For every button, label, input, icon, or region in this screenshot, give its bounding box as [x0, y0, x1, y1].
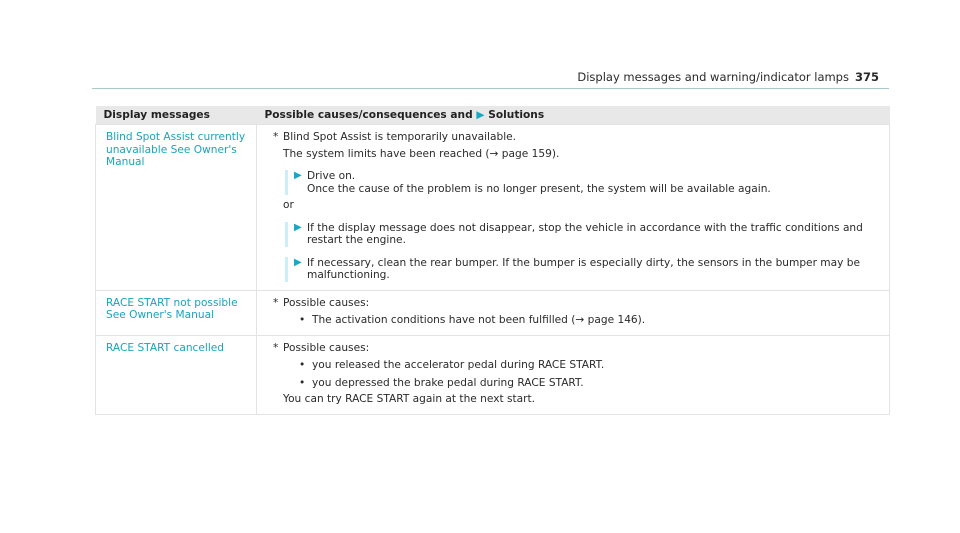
table-row	[96, 290, 890, 335]
play-arrow-icon: ▶	[294, 256, 302, 268]
or-text: or	[283, 199, 294, 211]
step-text: If the display message does not disappear, stop the vehicle in accordance with the traffic conditions and restart the engine.	[307, 221, 863, 246]
cause-bullet	[299, 359, 879, 372]
table-header-row	[96, 106, 890, 125]
step-text: Drive on.	[307, 170, 356, 182]
asterisk-icon: *	[273, 296, 279, 309]
solution-step	[285, 170, 879, 195]
step-text: If necessary, clean the rear bumper. If the bumper is especially dirty, the sensors in the bumper may be malfunctioning.	[307, 256, 860, 281]
asterisk-icon: *	[273, 341, 279, 354]
causes-cell	[257, 290, 890, 335]
bullet-icon: •	[299, 314, 306, 326]
cause-bullet	[299, 377, 879, 390]
play-arrow-icon: ▶	[294, 170, 302, 181]
display-message: Blind Spot Assist currently unavailable See Owner's Manual	[96, 125, 257, 291]
col-header-causes-solutions	[257, 106, 890, 125]
solution-step	[285, 222, 879, 247]
cause-text: Possible causes:	[283, 341, 370, 354]
cause-bullet	[299, 314, 879, 327]
bullet-text: you depressed the brake pedal during RACE START.	[312, 376, 584, 389]
page-number: 375	[854, 70, 879, 84]
cause-text: Blind Spot Assist is temporarily unavailable.	[283, 131, 517, 143]
display-message: RACE START cancelled	[96, 335, 257, 414]
col-header-solutions: Solutions	[488, 108, 545, 121]
display-messages-table	[95, 106, 890, 415]
step-text-detail: Once the cause of the problem is no longer present, the system will be available again.	[307, 182, 771, 195]
play-arrow-icon: ▶	[294, 221, 302, 233]
page-header	[92, 70, 889, 89]
step-bar	[285, 222, 288, 247]
step-bar	[285, 257, 288, 282]
step-bar	[285, 170, 288, 195]
table-row	[96, 335, 890, 414]
bullet-text: The activation conditions have not been fulfilled (→ page 146).	[312, 314, 646, 326]
running-header	[577, 70, 879, 84]
cause-line	[267, 342, 879, 355]
display-message: RACE START not possible See Owner's Manual	[96, 290, 257, 335]
solution-step	[285, 257, 879, 282]
col-header-text: Possible causes/consequences and	[264, 108, 473, 121]
cause-line	[267, 131, 879, 144]
causes-cell	[257, 335, 890, 414]
bullet-icon: •	[299, 359, 306, 371]
play-arrow-icon: ▶	[476, 108, 485, 121]
cause-text: Possible causes:	[283, 296, 370, 309]
bullet-icon: •	[299, 376, 306, 389]
table-row	[96, 125, 890, 291]
section-title: Display messages and warning/indicator lamps	[577, 70, 849, 84]
cause-detail: The system limits have been reached (→ page 159).	[283, 147, 560, 160]
cause-detail: You can try RACE START again at the next start.	[283, 393, 536, 405]
causes-cell	[257, 125, 890, 291]
bullet-text: you released the accelerator pedal during RACE START.	[312, 359, 605, 371]
cause-line	[267, 297, 879, 310]
asterisk-icon: *	[273, 131, 279, 143]
col-header-display-messages: Display messages	[96, 106, 257, 125]
